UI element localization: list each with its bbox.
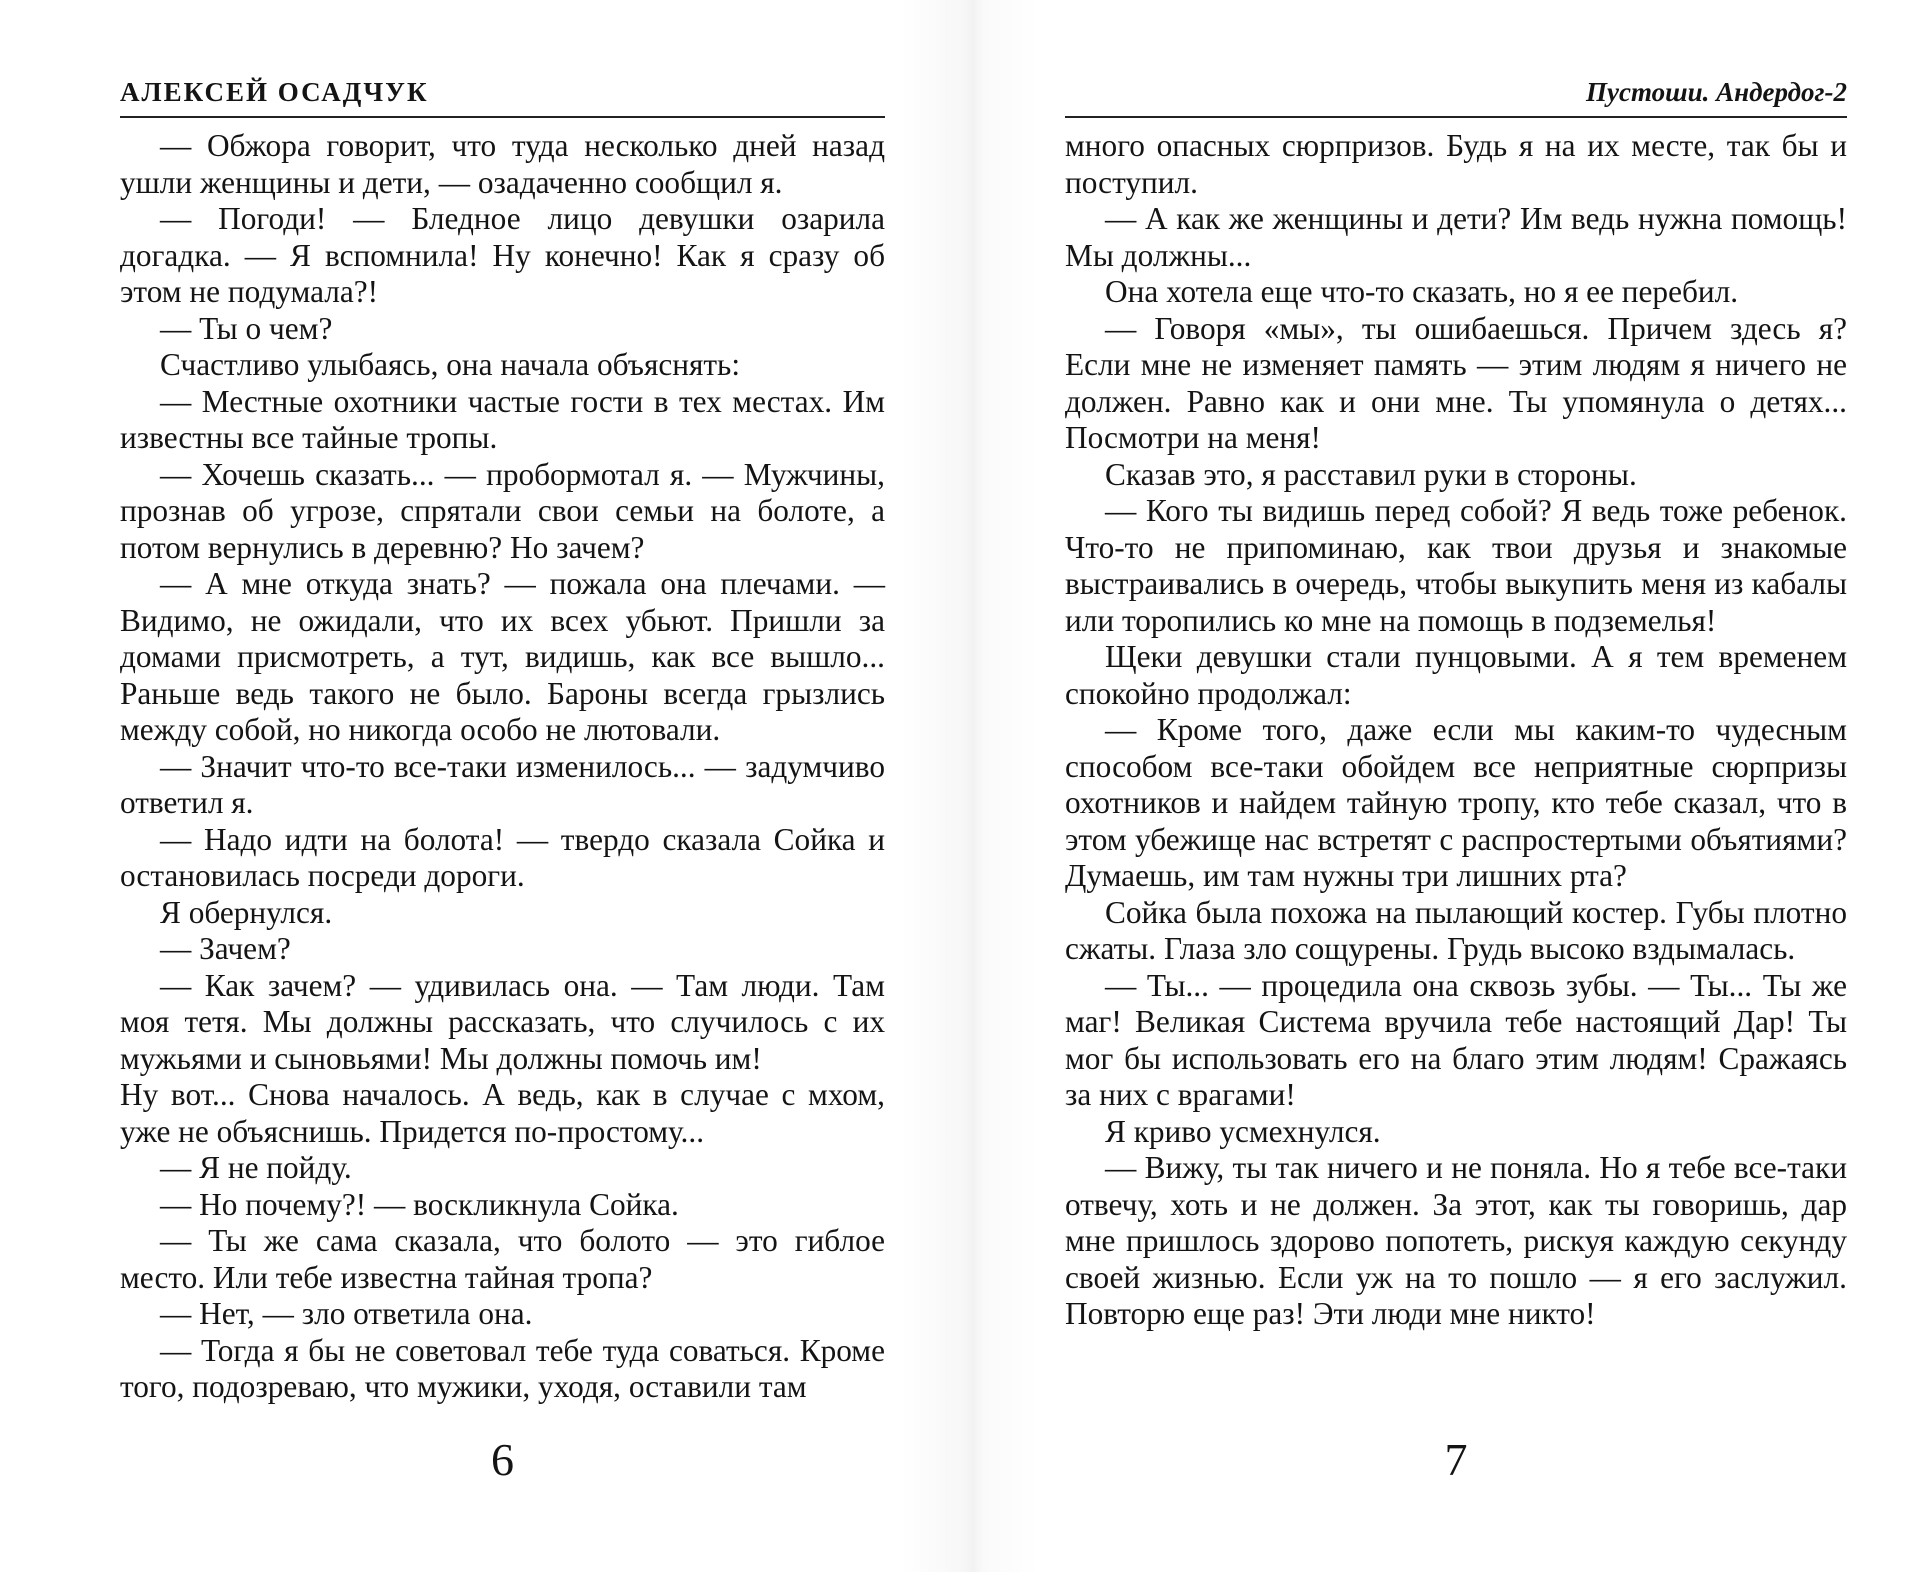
paragraph: — Местные охотники частые гости в тех местах. Им известны все тайные тропы. <box>120 383 885 455</box>
paragraph: — Тогда я бы не советовал тебе туда соваться. Кроме того, подозреваю, что мужики, уходя, оставили там <box>120 1332 885 1404</box>
paragraph: — Кого ты видишь перед собой? Я ведь тоже ребенок. Что-то не припоминаю, как твои друзья и знакомые выстраивались в очередь, чтобы выкупить меня из кабалы или торопились ко мне на помощь в подземелья! <box>1065 493 1847 638</box>
left-page-body <box>120 128 885 1406</box>
paragraph: Счастливо улыбаясь, она начала объяснять: <box>160 347 741 382</box>
paragraph: Сказав это, я расставил руки в стороны. <box>1105 456 1637 492</box>
paragraph: — Ты... — процедила она сквозь зубы. — Ты... Ты же маг! Великая Система вручила тебе настоящий Дар! Ты мог бы использовать его на благо этим людям! Сражаясь за них с врагами! <box>1065 967 1847 1112</box>
page-number: 6 <box>491 1434 514 1485</box>
paragraph: Она хотела еще что-то сказать, но я ее перебил. <box>1105 274 1739 309</box>
paragraph: — Надо идти на болота! — твердо сказала Сойка и остановилась посреди дороги. <box>120 821 885 893</box>
left-running-head <box>120 70 885 118</box>
paragraph: — Обжора говорит, что туда несколько дней назад ушли женщины и дети, — озадаченно сообщил я. <box>120 128 885 200</box>
book-title: Пустоши. Андердог-2 <box>1586 77 1847 107</box>
paragraph: Щеки девушки стали пунцовыми. А я тем временем спокойно продолжал: <box>1065 639 1847 711</box>
paragraph: — Нет, — зло ответила она. <box>160 1296 533 1331</box>
right-page-body <box>1065 128 1847 1333</box>
paragraph: — Ты о чем? <box>160 310 333 346</box>
paragraph: — Хочешь сказать... — пробормотал я. — Мужчины, прознав об угрозе, спрятали свои семьи на болоте, а потом вернулись в деревню? Но зачем? <box>120 456 885 565</box>
paragraph: — А мне откуда знать? — пожала она плечами. — Видимо, не ожидали, что их всех убьют. Пришли за домами присмотреть, а тут, видишь, как все вышло... Раньше ведь такого не было. Бароны всегда грызлись между собой, но никогда особо не лютовали. <box>120 566 885 747</box>
author-name: АЛЕКСЕЙ ОСАДЧУК <box>120 77 429 107</box>
page-number: 7 <box>1444 1434 1468 1485</box>
paragraph: — Кроме того, даже если мы каким-то чудесным способом все-таки обойдем все неприятные сюрпризы охотников и найдем тайную тропу, кто тебе сказал, что в этом убежище нас встретят с распростертыми объятиями? Думаешь, им там нужны три лишних рта? <box>1065 712 1847 893</box>
right-page <box>1065 0 1847 1572</box>
paragraph: — Но почему?! — воскликнула Сойка. <box>160 1186 679 1222</box>
left-page <box>120 0 885 1572</box>
paragraph: — Я не пойду. <box>160 1150 352 1185</box>
book-gutter <box>900 0 1040 1572</box>
paragraph: — Погоди! — Бледное лицо девушки озарила догадка. — Я вспомнила! Ну конечно! Как я сразу об этом не подумала?! <box>120 201 885 309</box>
paragraph: Ну вот... Снова началось. А ведь, как в случае с мхом, уже не объяснишь. Придется по-простому... <box>120 1077 885 1149</box>
paragraph: — Зачем? <box>160 931 291 966</box>
paragraph: — Как зачем? — удивилась она. — Там люди. Там моя тетя. Мы должны рассказать, что случилось с их мужьями и сыновьями! Мы должны помочь им! <box>120 967 885 1076</box>
paragraph: Я обернулся. <box>160 894 333 930</box>
paragraph: — Говоря «мы», ты ошибаешься. Причем здесь я? Если мне не изменяет память — этим людям я ничего не должен. Равно как и они мне. Ты упомянула о детях... Посмотри на меня! <box>1065 310 1847 455</box>
paragraph: — Значит что-то все-таки изменилось... — задумчиво ответил я. <box>120 748 885 820</box>
paragraph: Сойка была похожа на пылающий костер. Губы плотно сжаты. Глаза зло сощурены. Грудь высоко вздымалась. <box>1065 894 1847 966</box>
paragraph: много опасных сюрпризов. Будь я на их месте, так бы и поступил. <box>1065 128 1847 200</box>
paragraph: — Ты же сама сказала, что болото — это гиблое место. Или тебе известна тайная тропа? <box>120 1223 885 1295</box>
paragraph: — А как же женщины и дети? Им ведь нужна помощь! Мы должны... <box>1065 201 1847 273</box>
paragraph: — Вижу, ты так ничего и не поняла. Но я тебе все-таки отвечу, хоть и не должен. За этот, как ты говоришь, дар мне пришлось здорово попотеть, рискуя каждую секунду своей жизнью. Если уж на то пошло — я его заслужил. Повторю еще раз! Эти люди мне никто! <box>1065 1150 1847 1331</box>
right-running-head <box>1065 70 1847 118</box>
paragraph: Я криво усмехнулся. <box>1105 1113 1381 1149</box>
